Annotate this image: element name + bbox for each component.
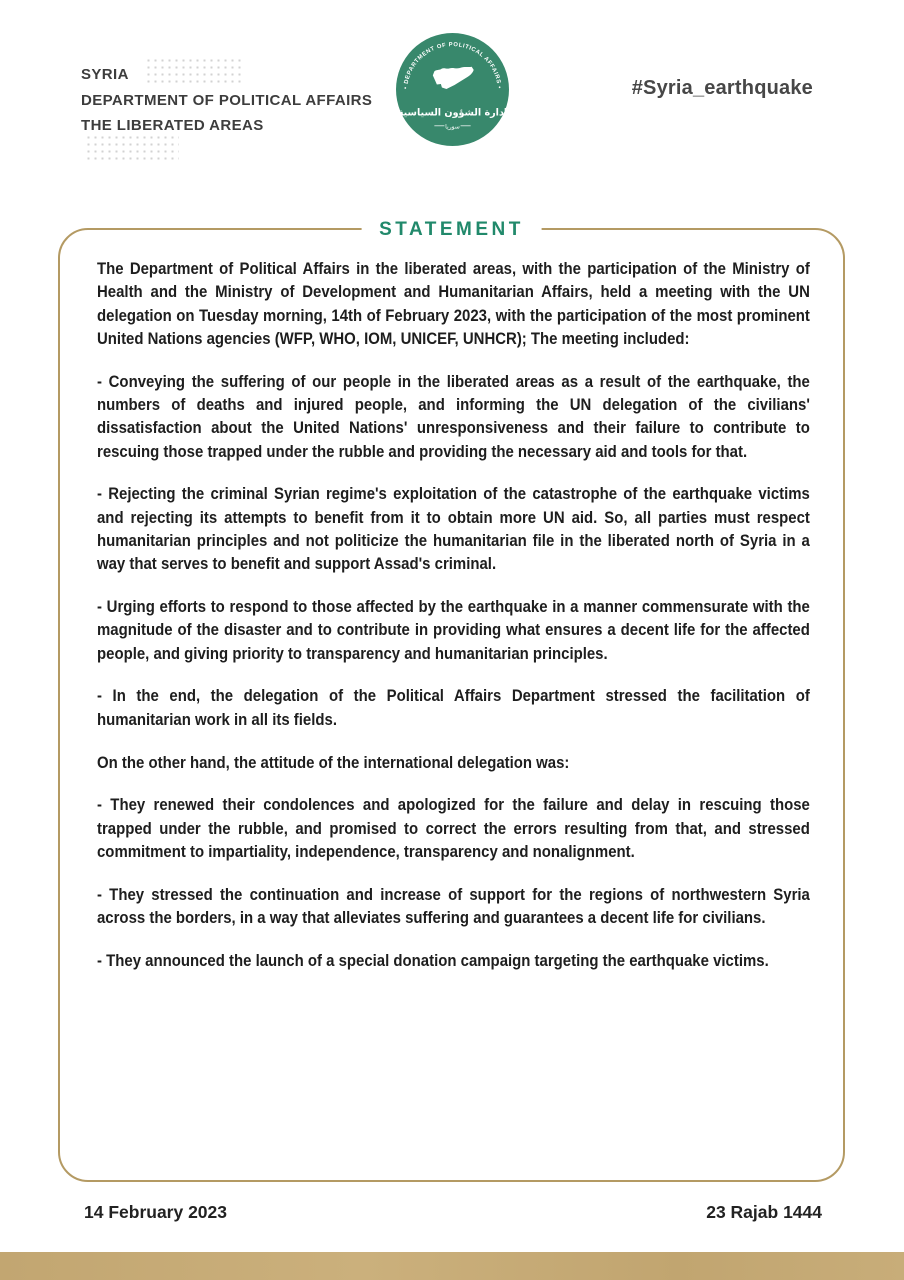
statement-paragraph: On the other hand, the attitude of the international delegation was: — [97, 752, 570, 772]
statement-paragraph: The Department of Political Affairs in the liberated areas, with the participation of the Ministry of Health and the Ministry of Development and Humanitarian Affairs, held a meeting with the UN delegation on Tuesday morning, 14th of February 2023, with the participation of the most prominent United Nations agencies (WFP, WHO, IOM, UNICEF, UNHCR); The meeting included: — [97, 259, 810, 348]
statement-paragraph: - Rejecting the criminal Syrian regime's exploitation of the catastrophe of the earthquake victims and rejecting its attempts to benefit from it to obtain more UN aid. So, all parties must respect humanitarian principles and not politicize the humanitarian file in the liberated north of Syria in a way that serves to benefit and support Assad's criminal. — [97, 484, 810, 574]
gregorian-date: 14 February 2023 — [84, 1202, 228, 1222]
statement-paragraph: - They renewed their condolences and apologized for the failure and delay in rescuing those trapped under the rubble, and promised to correct the errors resulting from that, and stressed commitment to impartiality, independence, transparency and nonalignment. — [97, 795, 810, 861]
department-seal-logo — [396, 33, 509, 146]
statement-paragraph: - In the end, the delegation of the Political Affairs Department stressed the facilitation of humanitarian work in all its fields. — [97, 686, 810, 729]
statement-title: STATEMENT — [361, 219, 542, 241]
seal-arabic-subtitle: سوريا — [445, 123, 460, 131]
org-line-country: SYRIA — [81, 66, 129, 83]
hashtag-label: #Syria_earthquake — [631, 77, 813, 99]
statement-paragraph: - Conveying the suffering of our people in the liberated areas as a result of the earthquake, the numbers of deaths and injured people, and informing the UN delegation of the civilians' dissatisfaction about the United Nations' unresponsiveness and their failure to contribute to rescuing those trapped under the rubble and providing the necessary aid and tools for that. — [97, 371, 810, 461]
footer-dates — [84, 1202, 822, 1223]
statement-body — [97, 257, 810, 972]
statement-paragraph: - They announced the launch of a special donation campaign targeting the earthquake victims. — [97, 950, 769, 970]
org-line-areas: THE LIBERATED AREAS — [81, 117, 264, 134]
org-title-block — [81, 62, 372, 139]
statement-paragraph: - Urging efforts to respond to those affected by the earthquake in a manner commensurate with the magnitude of the disaster and to contribute in providing what ensures a decent life for the affected people, and giving priority to transparency and humanitarian principles. — [97, 597, 810, 663]
bottom-accent-bar — [0, 1252, 904, 1280]
seal-arabic-title: إدارة الشؤون السياسية — [397, 107, 508, 119]
statement-paragraph: - They stressed the continuation and increase of support for the regions of northwestern Syria across the borders, in a way that alleviates suffering and guarantees a decent life for civilians. — [97, 884, 810, 928]
hijri-date: 23 Rajab 1444 — [706, 1202, 822, 1222]
seal-logo-icon — [396, 33, 509, 146]
org-line-department: DEPARTMENT OF POLITICAL AFFAIRS — [81, 91, 373, 109]
statement-box — [58, 219, 845, 1182]
seal-curved-text: • DEPARTMENT OF POLITICAL AFFAIRS • — [403, 42, 502, 90]
